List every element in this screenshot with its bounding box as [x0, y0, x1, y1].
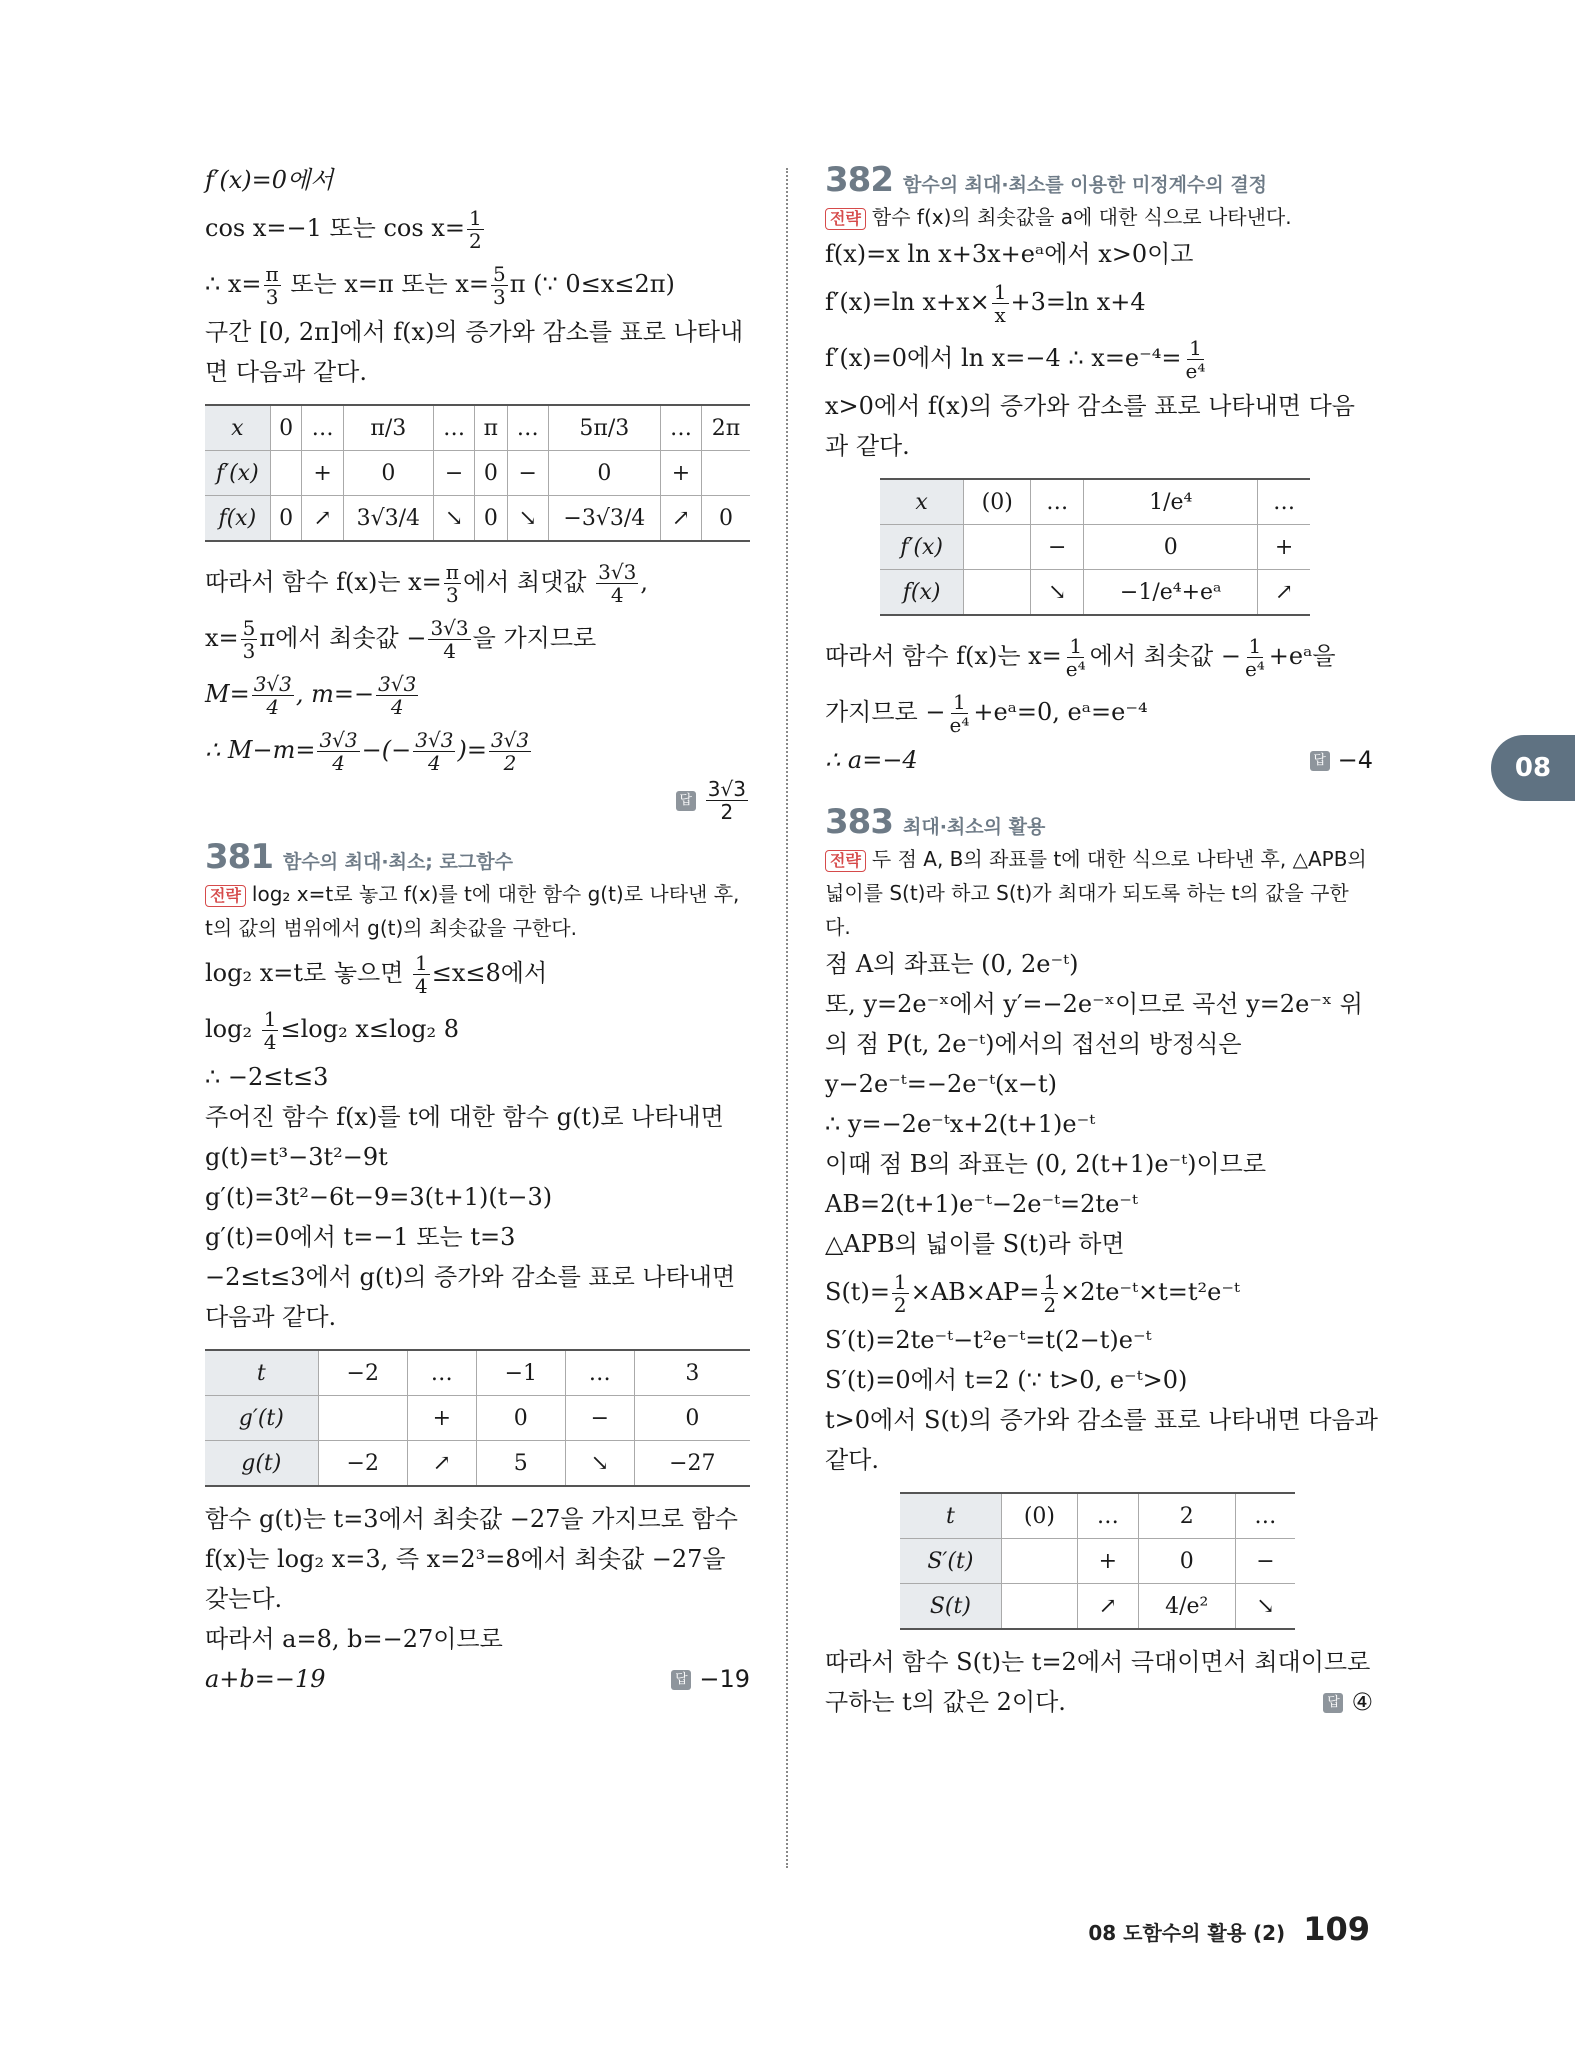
- fraction: $\frac{3√3}{4}$: [253, 672, 292, 719]
- table-row: f(x) ↘ −1/e⁴+eᵃ ↗: [880, 570, 1310, 616]
- text-line: t>0에서 S(t)의 증가와 감소를 표로 나타내면 다음과: [825, 1406, 1378, 1434]
- text-line: 의 점 P(t, 2e⁻ᵗ)에서의 접선의 방정식은: [825, 1030, 1242, 1058]
- fraction: $\frac{\pi}{3}$: [445, 560, 459, 607]
- text-line: 함수 g(t)는 t=3에서 최솟값 −27을 가지므로 함수: [205, 1505, 738, 1533]
- text-line: ∴ x= $\frac{\pi}{3}$ 또는 x=π 또는 x= $\frac{5}{3}$ π (∵ 0≤x≤2π): [205, 262, 675, 309]
- fraction: $\frac{1}{4}$: [263, 1007, 277, 1054]
- strategy-tag: 전략: [825, 850, 866, 872]
- variation-table-382: [880, 478, 1310, 616]
- text-line: log₂ $\frac{1}{4}$ ≤log₂ x≤log₂ 8: [205, 1007, 459, 1054]
- answer-icon: 답: [671, 1670, 691, 1690]
- table-row: f(x) 0 ↗ 3√3/4 ↘ 0 ↘ −3√3/4 ↗ 0: [205, 496, 750, 542]
- text-line: g′(t)=3t²−6t−9=3(t+1)(t−3): [205, 1183, 553, 1211]
- table-row: t −2 … −1 … 3: [205, 1350, 750, 1396]
- text-line: g′(t)=0에서 t=−1 또는 t=3: [205, 1223, 516, 1251]
- table-row: f′(x) + 0 − 0 − 0 +: [205, 451, 750, 496]
- text-line: 따라서 함수 f(x)는 x= $\frac{\pi}{3}$ 에서 최댓값 $\frac{3√3}{4}$ ,: [205, 560, 648, 607]
- strategy-note: 전략 두 점 A, B의 좌표를 t에 대한 식으로 나타낸 후, △APB의 넓이를 S(t)라 하고 S(t)가 최대가 되도록 하는 t의 값을 구한다.: [825, 847, 1367, 939]
- fraction: $\frac{1}{4}$: [415, 951, 428, 998]
- text-line: cos x=−1 또는 cos x= $\frac{1}{2}$: [205, 206, 482, 253]
- text-line: S(t)= $\frac{1}{2}$ ×AB×AP= $\frac{1}{2}$ ×2te⁻ᵗ×t=t²e⁻ᵗ: [825, 1270, 1240, 1317]
- fraction: $\frac{3√3}{4}$: [415, 728, 454, 775]
- answer-380: [205, 778, 750, 823]
- text-line: AB=2(t+1)e⁻ᵗ−2e⁻ᵗ=2te⁻ᵗ: [825, 1190, 1138, 1218]
- page-number: 109: [1303, 1910, 1370, 1948]
- variation-table-381: [205, 1349, 750, 1487]
- strategy-note: 전략 함수 f(x)의 최솟값을 a에 대한 식으로 나타낸다.: [825, 200, 1373, 234]
- text-line: f′(x)=ln x+x× $\frac{1}{x}$ +3=ln x+4: [825, 280, 1146, 327]
- text-line: 따라서 함수 S(t)는 t=2에서 극대이면서 최대이므로: [825, 1648, 1371, 1676]
- chapter-tab: 08: [1491, 735, 1575, 801]
- answer-icon: 답: [1323, 1693, 1343, 1713]
- fraction: $\frac{3√3}{4}$: [430, 616, 469, 663]
- fraction: $\frac{3√3}{4}$: [319, 728, 358, 775]
- text-line: 또, y=2e⁻ˣ에서 y′=−2e⁻ˣ이므로 곡선 y=2e⁻ˣ 위: [825, 990, 1363, 1018]
- text-line: 점 A의 좌표는 (0, 2e⁻ᵗ): [825, 950, 1079, 978]
- fraction: $\frac{1}{\text{e⁴}}$: [949, 690, 970, 737]
- fraction: $\frac{5}{3}$: [493, 262, 506, 309]
- text-line: 주어진 함수 f(x)를 t에 대한 함수 g(t)로 나타내면: [205, 1103, 724, 1131]
- text-line: f′(x)=0에서 ln x=−4 ∴ x=e⁻⁴= $\frac{1}{\text{e⁴}}$: [825, 336, 1206, 383]
- text-line: △APB의 넓이를 S(t)라 하면: [825, 1230, 1125, 1258]
- problem-header-381: [205, 837, 750, 877]
- text-line: f(x)=x ln x+3x+eᵃ에서 x>0이고: [825, 240, 1194, 268]
- text-line: 갖는다.: [205, 1585, 283, 1613]
- text-line: 가지므로 − $\frac{1}{\text{e⁴}}$ +eᵃ=0, eᵃ=e⁻⁴: [825, 690, 1148, 737]
- text-line: x>0에서 f(x)의 증가와 감소를 표로 나타내면 다음: [825, 392, 1355, 420]
- text-line: 구간 [0, 2π]에서 f(x)의 증가와 감소를 표로 나타내: [205, 318, 744, 346]
- fraction: $\frac{1}{\text{e⁴}}$: [1065, 634, 1086, 681]
- text-line: ∴ −2≤t≤3: [205, 1063, 329, 1091]
- answer-382: 답 −4: [1310, 740, 1373, 780]
- problem-header-383: [825, 802, 1373, 842]
- text-line: g(t)=t³−3t²−9t: [205, 1143, 388, 1171]
- page-footer: [1088, 1910, 1370, 1948]
- variation-table-383: [900, 1492, 1295, 1630]
- table-row: g′(t) + 0 − 0: [205, 1396, 750, 1441]
- table-row: x 0 … π/3 … π … 5π/3 … 2π: [205, 405, 750, 451]
- strategy-tag: 전략: [825, 208, 866, 230]
- text-line: ∴ a=−4 답 −4: [825, 740, 1373, 780]
- text-line: log₂ x=t로 놓으면 $\frac{1}{4}$ ≤x≤8에서: [205, 951, 548, 998]
- text-line: x= $\frac{5}{3}$ π에서 최솟값 − $\frac{3√3}{4}$ 을 가지므로: [205, 616, 597, 663]
- text-line: 같다.: [825, 1446, 879, 1474]
- right-column: [825, 160, 1378, 1722]
- answer-icon: 답: [676, 791, 696, 811]
- problem-number: 383: [825, 802, 893, 842]
- strategy-tag: 전략: [205, 885, 246, 907]
- text-line: S′(t)=0에서 t=2 (∵ t>0, e⁻ᵗ>0): [825, 1366, 1188, 1394]
- text-line: 과 같다.: [825, 432, 910, 460]
- text-line: 따라서 함수 f(x)는 x= $\frac{1}{\text{e⁴}}$ 에서 최솟값 − $\frac{1}{\text{e⁴}}$ +eᵃ을: [825, 634, 1336, 681]
- problem-number: 381: [205, 837, 273, 877]
- fraction: $\frac{5}{3}$: [242, 616, 256, 663]
- text-line: −2≤t≤3에서 g(t)의 증가와 감소를 표로 나타내면: [205, 1263, 736, 1291]
- fraction: $\frac{3√3}{2}$: [707, 777, 746, 824]
- fraction: $\frac{1}{2}$: [1043, 1270, 1057, 1317]
- fraction: $\frac{3√3}{2}$: [490, 728, 530, 775]
- text-line: M= $\frac{3√3}{4}$ , m=− $\frac{3√3}{4}$: [205, 672, 417, 719]
- table-row: S′(t) + 0 −: [900, 1539, 1295, 1584]
- problem-title: 함수의 최대·최소; 로그함수: [282, 851, 513, 873]
- text-line: f′(x)=0에서: [205, 166, 334, 194]
- fraction: $\frac{1}{\text{e⁴}}$: [1185, 336, 1206, 383]
- left-column: [205, 160, 750, 1699]
- text-line: 이때 점 B의 좌표는 (0, 2(t+1)e⁻ᵗ)이므로: [825, 1150, 1267, 1178]
- table-row: x (0) … 1/e⁴ …: [880, 479, 1310, 525]
- problem-title: 함수의 최대·최소를 이용한 미정계수의 결정: [902, 174, 1268, 196]
- text-line: S′(t)=2te⁻ᵗ−t²e⁻ᵗ=t(2−t)e⁻ᵗ: [825, 1326, 1152, 1354]
- fraction: $\frac{1}{2}$: [468, 206, 482, 253]
- fraction: $\frac{1}{x}$: [993, 280, 1007, 327]
- footer-chapter-title: 08 도함수의 활용 (2): [1088, 1921, 1286, 1945]
- problem-header-382: [825, 160, 1373, 200]
- answer-381: 답 −19: [671, 1659, 750, 1699]
- text-line: y−2e⁻ᵗ=−2e⁻ᵗ(x−t): [825, 1070, 1058, 1098]
- fraction: $\frac{1}{2}$: [893, 1270, 907, 1317]
- text-line: ∴ y=−2e⁻ᵗx+2(t+1)e⁻ᵗ: [825, 1110, 1096, 1138]
- fraction: $\frac{\pi}{3}$: [265, 262, 279, 309]
- table-row: t (0) … 2 …: [900, 1493, 1295, 1539]
- table-row: S(t) ↗ 4/e² ↘: [900, 1584, 1295, 1630]
- column-divider: [786, 168, 788, 1868]
- variation-table-380: [205, 404, 750, 542]
- problem-title: 최대·최소의 활용: [902, 816, 1046, 838]
- fraction: $\frac{3√3}{4}$: [378, 672, 417, 719]
- text-line: f(x)는 log₂ x=3, 즉 x=2³=8에서 최솟값 −27을: [205, 1545, 726, 1573]
- answer-383: 답 ④: [1323, 1682, 1373, 1722]
- fraction: $\frac{3√3}{4}$: [598, 560, 637, 607]
- table-row: f′(x) − 0 +: [880, 525, 1310, 570]
- text-line: 구하는 t의 값은 2이다. 답 ④: [825, 1682, 1373, 1722]
- fraction: $\frac{1}{\text{e⁴}}$: [1244, 634, 1265, 681]
- answer-icon: 답: [1310, 751, 1330, 771]
- text-line: 면 다음과 같다.: [205, 358, 367, 386]
- text-line: 따라서 a=8, b=−27이므로: [205, 1625, 503, 1653]
- problem-number: 382: [825, 160, 893, 200]
- text-line: a+b=−19 답 −19: [205, 1659, 750, 1699]
- table-row: g(t) −2 ↗ 5 ↘ −27: [205, 1441, 750, 1487]
- text-line: ∴ M−m= $\frac{3√3}{4}$ −(− $\frac{3√3}{4}$ )= $\frac{3√3}{2}$: [205, 728, 530, 775]
- text-line: 다음과 같다.: [205, 1303, 337, 1331]
- strategy-note: 전략 log₂ x=t로 놓고 f(x)를 t에 대한 함수 g(t)로 나타낸 후, t의 값의 범위에서 g(t)의 최솟값을 구한다.: [205, 882, 740, 940]
